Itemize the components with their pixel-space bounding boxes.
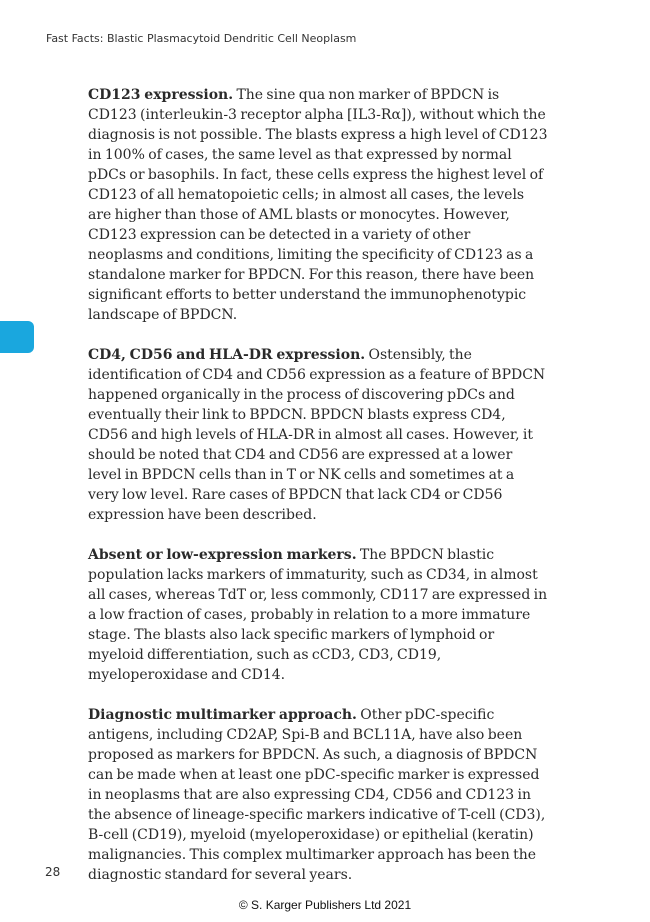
paragraph-heading: CD123 expression. — [88, 87, 234, 103]
paragraph-absent-markers — [88, 545, 548, 685]
paragraph-heading: Diagnostic multimarker approach. — [88, 707, 357, 723]
paragraph-cd123-expression — [88, 85, 548, 325]
page-number: 28 — [45, 865, 61, 879]
chapter-tab-marker — [0, 321, 34, 353]
paragraph-text: The sine qua non marker of BPDCN is CD123 (interleukin-3 receptor alpha [IL3-Rα]), without which the diagnosis is not possible. The blasts express a high level of CD123 in 100% of cases, the same level as that expressed by normal pDCs or basophils. In fact, these cells express the highest level of CD123 of all hematopoietic cells; in almost all cases, the levels are higher than those of AML blasts or monocytes. However, CD123 expression can be detected in a variety of other neoplasms and conditions, limiting the specificity of CD123 as a standalone marker for BPDCN. For this reason, there have been significant efforts to better understand the immunophenotypic landscape of BPDCN. — [88, 87, 548, 323]
paragraph-text: Other pDC-specific antigens, including CD2AP, Spi-B and BCL11A, have also been proposed as markers for BPDCN. As such, a diagnosis of BPDCN can be made when at least one pDC-specific marker is expressed in neoplasms that are also expressing CD4, CD56 and CD123 in the absence of lineage-specific markers indicative of T-cell (CD3), B-cell (CD19), myeloid (myeloperoxidase) or epithelial (keratin) malignancies. This complex multimarker approach has been the diagnostic standard for several years. — [88, 707, 546, 883]
paragraph-heading: Absent or low-expression markers. — [88, 547, 357, 563]
running-header: Fast Facts: Blastic Plasmacytoid Dendritic Cell Neoplasm — [46, 32, 357, 45]
paragraph-cd4-cd56-hla-dr — [88, 345, 548, 525]
paragraph-text: The BPDCN blastic population lacks markers of immaturity, such as CD34, in almost all cases, whereas TdT or, less commonly, CD117 are expressed in a low fraction of cases, probably in relation to a more immature stage. The blasts also lack specific markers of lymphoid or myeloid differentiation, such as cCD3, CD3, CD19, myeloperoxidase and CD14. — [88, 547, 548, 683]
paragraph-heading: CD4, CD56 and HLA-DR expression. — [88, 347, 366, 363]
copyright-notice: © S. Karger Publishers Ltd 2021 — [238, 898, 412, 912]
paragraph-multimarker-approach — [88, 705, 548, 885]
paragraph-text: Ostensibly, the identification of CD4 and CD56 expression as a feature of BPDCN happened organically in the process of discovering pDCs and eventually their link to BPDCN. BPDCN blasts express CD4, CD56 and high levels of HLA-DR in almost all cases. However, it should be noted that CD4 and CD56 are expressed at a lower level in BPDCN cells than in T or NK cells and sometimes at a very low level. Rare cases of BPDCN that lack CD4 or CD56 expression have been described. — [88, 347, 546, 523]
body-text — [88, 85, 548, 905]
